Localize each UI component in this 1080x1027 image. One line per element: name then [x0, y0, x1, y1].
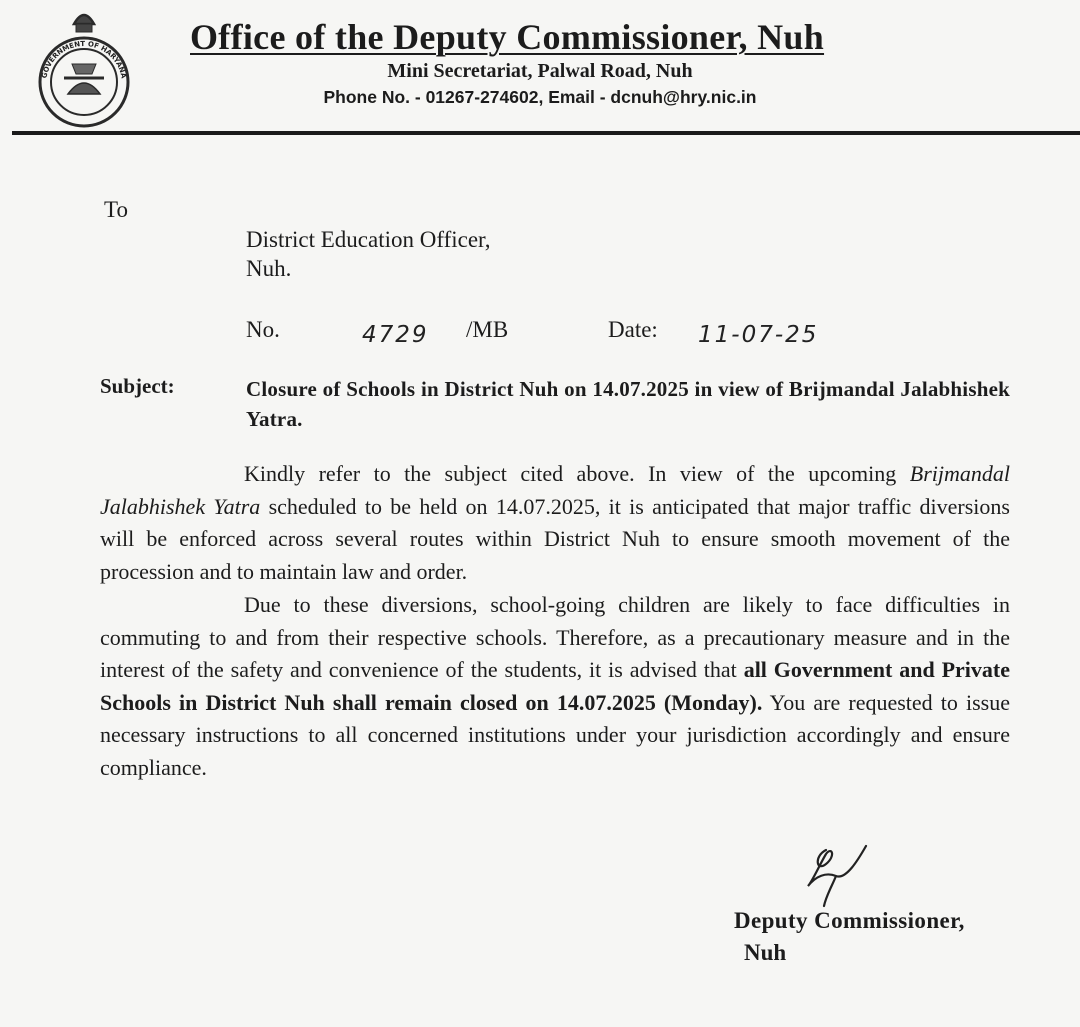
subject-text: Closure of Schools in District Nuh on 14.07.2025 in view of Brijmandal Jalabhishek Yatra. [246, 377, 1010, 431]
body-paragraph-1 [100, 458, 1010, 588]
date-value: 11-07-25 [698, 322, 819, 348]
signatory-designation: Deputy Commissioner, [734, 908, 965, 933]
office-contact: Phone No. - 01267-274602, Email - dcnuh@hry.nic.in [323, 87, 757, 107]
to-label: To [104, 197, 128, 222]
closure-directive: all Government and Private Schools in District Nuh shall remain closed on 14.07.2025 (Monday). [100, 657, 1010, 715]
signatory-location: Nuh [744, 940, 787, 965]
recipient-line-2: Nuh. [246, 256, 292, 281]
office-address: Mini Secretariat, Palwal Road, Nuh [387, 60, 693, 82]
state-emblem-icon [28, 2, 140, 130]
subject-label: Subject: [100, 374, 175, 398]
reference-number-suffix: /MB [466, 317, 509, 342]
body-paragraph-2 [100, 589, 1010, 785]
reference-number-label: No. [246, 317, 280, 342]
paragraph-1-text-c: scheduled to be held on 14.07.2025, it is anticipated that major traffic diversions will be enforced across several routes within District Nuh to ensure smooth movement of the procession and to maintain law and order. [100, 493, 1010, 584]
recipient-line-1: District Education Officer, [246, 227, 491, 252]
reference-number-value: 4729 [362, 322, 429, 348]
office-title: Office of the Deputy Commissioner, Nuh [190, 17, 825, 57]
paragraph-2-text-a: Due to these diversions, school-going children are likely to face difficulties in commuting to and from their respective schools. Therefore, as a precautionary measure and in the interest of the safety and convenience of the students, it is advised that [100, 592, 1010, 683]
paragraph-1-text-a: Kindly refer to the subject cited above. In view of the upcoming [244, 461, 910, 486]
header-divider [12, 131, 1080, 135]
yatra-name: Brijmandal Jalabhishek Yatra [100, 461, 1010, 519]
svg-text:GOVERNMENT OF HARYANA: GOVERNMENT OF HARYANA [40, 39, 128, 80]
paragraph-2-text-c: You are requested to issue necessary instructions to all concerned institutions under your jurisdiction accordingly and ensure compliance. [100, 689, 1010, 780]
date-label: Date: [608, 317, 658, 342]
handwritten-signature-icon [796, 842, 876, 912]
